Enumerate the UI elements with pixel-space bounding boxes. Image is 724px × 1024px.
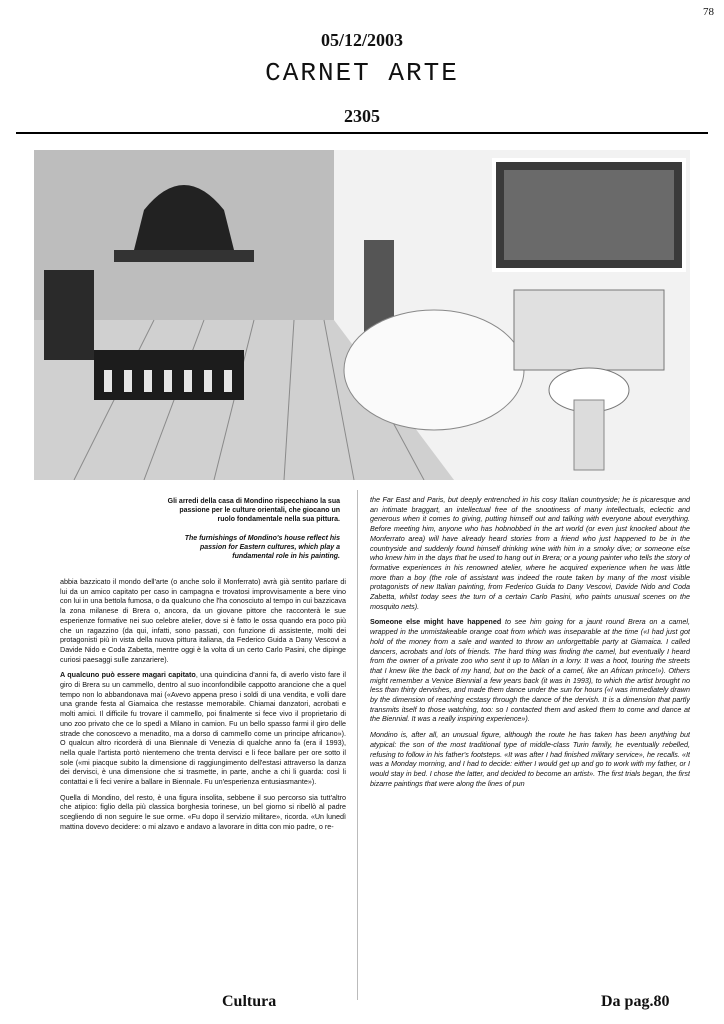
italian-paragraph-2-body: , una quindicina d'anni fa, di averlo visto fare il giro di Brera su un cammello, dentro al suo inconfondibile cappotto arancione che a quel tempo non lo abbandonava mai («Avevo appena preso i soldi di una vendita, e volli dare una grande festa al Giamaica che restasse memorabile. Chiamai danzatori, acrobati e molti amici. Il difficile fu trovare il cammello, poi finalmente si fece vivo il proprietario di uno zoo privato che ce lo spedì a Milano in camion. Fu un bello spasso farmi il giro delle strade che conoscevo a menadito, ma a dorso di cammello come un principe africano»). O qualcun altro ricorderà di una Biennale di Venezia di qualche anno fa (era il 1993), nella quale l'artista portò nientemeno che trenta dervisci e li fece ballare per ore sotto il sole («mi piacque subito la dimensione di raggiungimento dell'estasi attraverso la danza dei dervisci, è una dimensione che si trasmette, in parte, anche a chi li guarda: così li contattai e li feci venire a ballare in Biennale. Fu un'esperienza entusiasmante»). [60, 670, 346, 787]
italian-paragraph-3: Quella di Mondino, del resto, è una figura insolita, sebbene il suo percorso sia tutt'altro che atipico: figlio della più classica borghesia torinese, un bel giorno si ribellò al padre scegliendo di non seguire le sue orme. «Fu dopo il servizio militare», ricorda. «Un lunedì mattina dovevo decidere: o mi alzavo e andavo a lavorare in ditta con mio padre, o re- [60, 792, 346, 831]
english-paragraph-2 [370, 617, 690, 724]
column-divider [357, 490, 358, 1000]
italian-paragraph-1: abbia bazzicato il mondo dell'arte (o anche solo il Monferrato) avrà già sentito parlare di lui da un amico capitato per caso in campagna e trovatosi improvvisamente a bere vino con lui in una bettola fumosa, o da qualcuno che l'ha conosciuto al tempo in cui bazzicava la zona milanese di Brera o, ancora, da un giovane pittore che racconterà le sue esperienze formative nei suo celebre atelier, dove si è fatto le ossa quando era poco più che un ragazzino (da qui, infatti, sono passati, con funzione di assistente, molti dei protagonisti più in vista della nuova pittura italiana, da Federico Guida a Dany Vescovi a Davide Nido e Coda Zabetta, mentre oggi è la volta di un certo Carlo Pasini, che dipinge curiosi paesaggi sulle zanzariere). [60, 577, 346, 664]
article-column-italian [60, 577, 346, 991]
interior-photo-illustration [34, 150, 690, 480]
page-number: 78 [703, 6, 714, 18]
italian-paragraph-2 [60, 670, 346, 786]
italian-paragraph-2-lead: A qualcuno può essere magari capitato [60, 670, 196, 680]
header-rule [16, 132, 708, 134]
caption-italian: Gli arredi della casa di Mondino rispecchiano la sua passione per le culture orientali, che giocano un ruolo fondamentale nella sua pittura. [167, 498, 340, 523]
publication-date: 05/12/2003 [320, 30, 403, 50]
section-label: Cultura [222, 993, 277, 1010]
issue-number: 2305 [344, 106, 380, 126]
article-column-english [370, 495, 690, 995]
english-paragraph-2-body: to see him going for a jaunt round Brera on a camel, wrapped in the unmistakeable orange coat from which was inseparable at the time («I had just got hold of the money from a sale and wanted to throw an unforgettable party at Giamaica. I called dancers, acrobats and lots of friends. The hard thing was finding the camel, but eventually I heard from the owner of a private zoo who sent it up to Milan in a lorry. It was a hoot, touring the streets that I knew like the back of my hand, but on the back of a camel, like an African prince!»). Others might remember a Venice Biennial a few years back (it was in 1993), to which the artist brought no less than thirty dervishes, and made them dance under the sun for hours («I was immediately drawn by the dimension of reaching ecstasy through the dance of the dervish. It is a dimension that partly transmits itself to those watching, too: so I contacted them and asked them to come and dance at the Biennial. It was a really inspiring experience»). [370, 617, 690, 724]
english-paragraph-2-lead: Someone else might have happened [370, 617, 502, 627]
continued-from-label: Da pag.80 [601, 993, 670, 1010]
english-paragraph-1: the Far East and Paris, but deeply entrenched in his cosy Italian countryside; he is picaresque and an intimate braggart, an intellectual free of the snootiness of many intellectuals, eclectic and generous when it comes to giving, putting himself out and talking with everyone about everything. Before meeting him, anyone who has hobnobbed in the art world (or even just knocked about the Monferrato area) will have already heard stories from a friend who just happened to be in the countryside and suddenly found himself drinking wine with him in a smoky dive; or someone else who knew him in the days that he used to hang out in Brera; or a young painter who tells the story of formative experiences in his renowned atelier, where he acquired experience when he was little more than a boy (the role of assistant was indeed the route taken by many of the most visible protagonists of new Italian painting, from Federico Guida to Dany Vescovi, Davide Nido and Coda Zabetta, whilst today sees the turn of a certain Carlo Pasini, who paints unusual scenes on the mosquito nets). [370, 495, 690, 611]
caption-english: The furnishings of Mondino's house reflect his passion for Eastern cultures, which play a fundamental role in his painting. [184, 535, 340, 560]
publication-title: CARNET ARTE [265, 58, 459, 88]
english-paragraph-3: Mondino is, after all, an unusual figure, although the route he has taken has been anything but atypical: the son of the most traditional type of middle-class Turin family, he eventually rebelled, refusing to follow in his father's footsteps. «It was after I had finished military service», he recalls. «It was a Monday morning, and I had to decide: either I would get up and go to work with my father, or I would stay in bed. I chose the latter, and decided to become an artist». The first trials began, the first bizarre paintings that were along the lines of pun [370, 730, 690, 788]
interior-photo [34, 150, 690, 480]
